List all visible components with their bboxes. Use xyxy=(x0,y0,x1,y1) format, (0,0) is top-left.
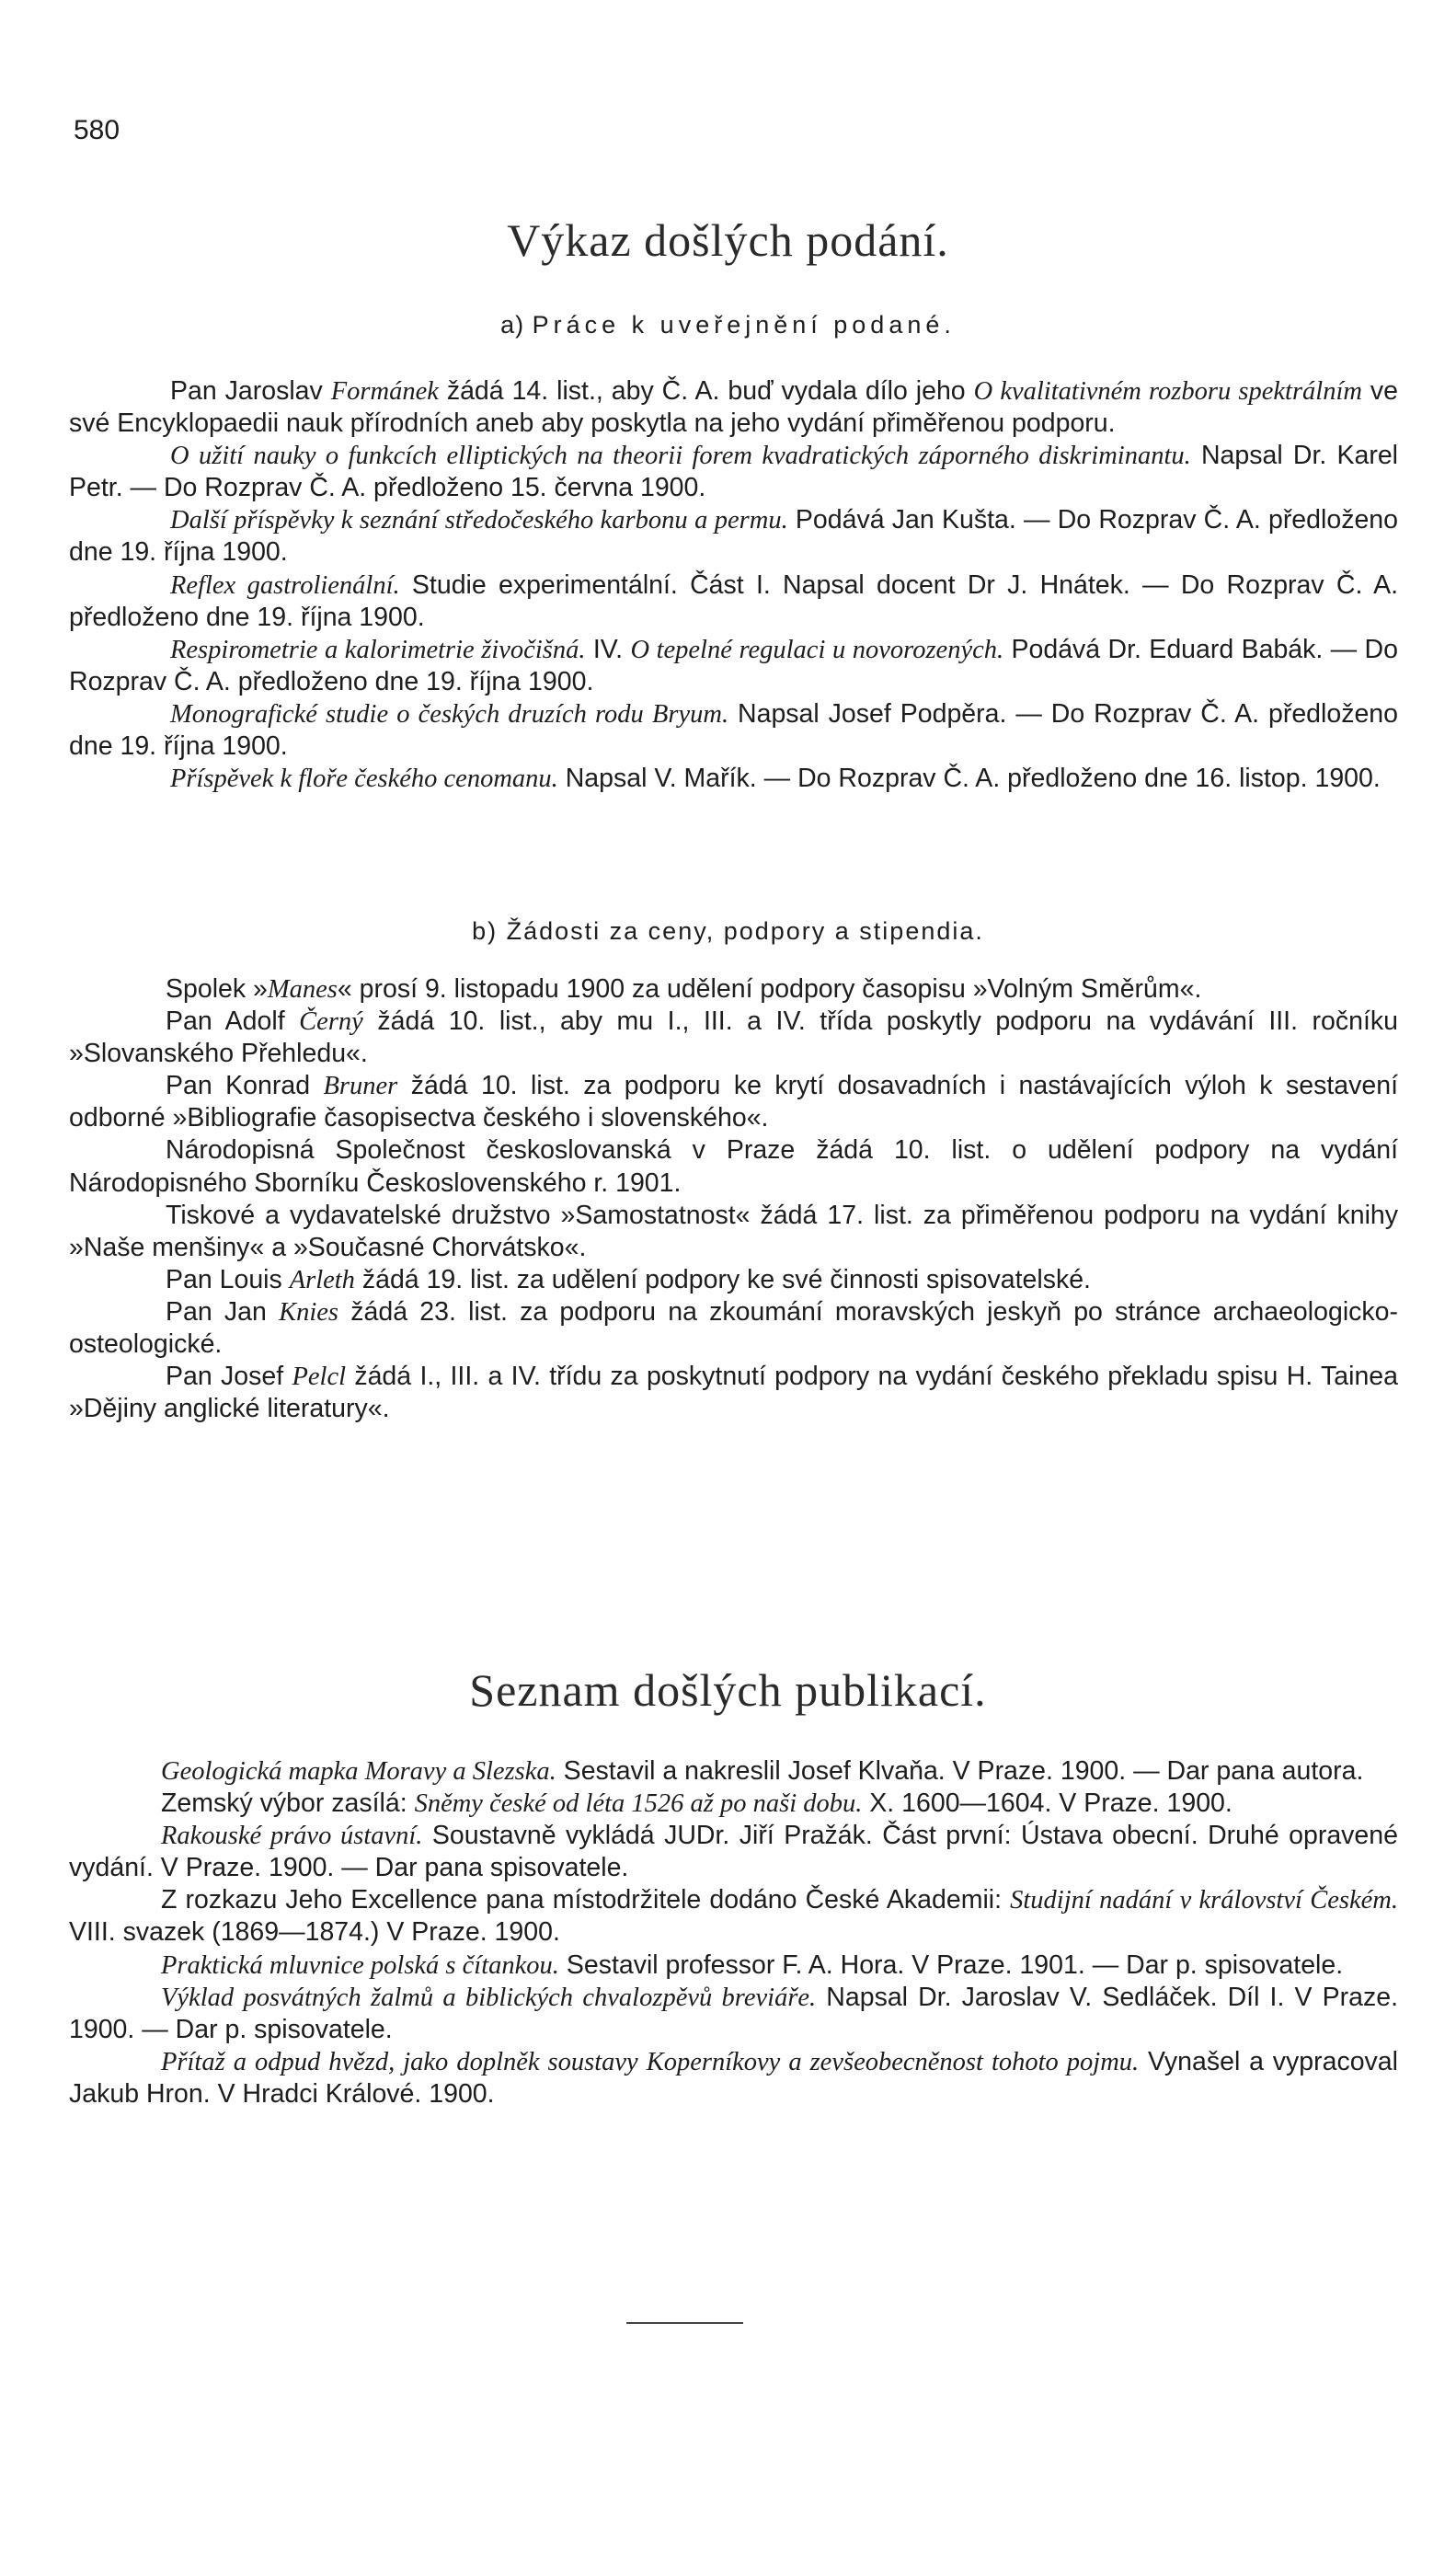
entry-text: Zemský výbor zasílá: xyxy=(161,1788,415,1819)
italic-title-text: Přítaž a odpud hvězd, jako doplněk soustavy Koperníkovy a zevšeobecněnost tohoto pojmu. xyxy=(161,2047,1140,2076)
list-item xyxy=(69,763,1398,795)
requests-list xyxy=(69,973,1398,1425)
subheading-letter: a) xyxy=(500,311,525,339)
italic-title-text: Formánek xyxy=(330,377,439,406)
list-item xyxy=(69,440,1398,504)
entry-text: Sestavil professor F. A. Hora. V Praze. 1901. — Dar p. spisovatele. xyxy=(558,1949,1344,1980)
entry-text: Sestavil a nakreslil Josef Klvaňa. V Praze. 1900. — Dar pana autora. xyxy=(556,1756,1364,1786)
list-item xyxy=(69,504,1398,569)
entry-text: Pan Louis xyxy=(166,1264,290,1294)
italic-title-text: Knies xyxy=(279,1297,339,1327)
italic-title-text: O užití nauky o funkcích elliptických na theorii forem kvadratických záporného diskriminantu. xyxy=(170,442,1191,471)
entry-text: « prosí 9. listopadu 1900 za udělení podpory časopisu »Volným Směrům«. xyxy=(337,974,1202,1004)
entry-text: X. 1600—1604. V Praze. 1900. xyxy=(862,1788,1232,1819)
closing-rule xyxy=(626,2322,743,2324)
subheading-prize-requests xyxy=(0,917,1456,946)
italic-title-text: Sněmy české od léta 1526 až po naši dobu. xyxy=(414,1789,863,1819)
section-title-submissions: Výkaz došlých podání. xyxy=(507,214,949,266)
list-item xyxy=(69,1296,1398,1361)
italic-title-text: Pelcl xyxy=(292,1363,347,1392)
italic-title-text: Bruner xyxy=(323,1072,398,1101)
list-item xyxy=(69,569,1398,634)
italic-title-text: Arleth xyxy=(289,1265,355,1294)
entry-text: Pan Adolf xyxy=(166,1006,300,1037)
entry-text: Z rozkazu Jeho Excellence pana místodržitele dodáno České Akademii: xyxy=(161,1885,1011,1915)
italic-title-text: O tepelné regulaci u novorozených. xyxy=(630,635,1004,664)
entry-text: VIII. svazek (1869—1874.) V Praze. 1900. xyxy=(69,1917,560,1948)
entry-text: Napsal Dr. Jaroslav V. Sedláček. Díl I. V Praze. 1900. — Dar p. spisovatele. xyxy=(69,1982,1398,2044)
italic-title-text: Příspěvek k floře českého cenomanu. xyxy=(170,765,558,794)
page-number: 580 xyxy=(74,115,120,145)
entry-text: Podává Jan Kušta. — Do Rozprav Č. A. předloženo dne 19. října 1900. xyxy=(69,505,1398,568)
italic-title-text: Manes xyxy=(267,975,338,1004)
list-item xyxy=(69,375,1398,440)
list-item xyxy=(69,2046,1398,2110)
entry-text: Pan Konrad xyxy=(166,1071,324,1101)
list-item xyxy=(69,1200,1398,1264)
entry-text: Pan Jaroslav xyxy=(170,376,331,406)
subheading-text: Žádosti za ceny, podpory a stipendia. xyxy=(506,917,984,945)
list-item xyxy=(69,1788,1398,1820)
entry-text: Spolek » xyxy=(166,974,268,1004)
entry-text: Napsal V. Mařík. — Do Rozprav Č. A. předloženo dne 16. listop. 1900. xyxy=(557,764,1381,794)
section-title-publications: Seznam došlých publikací. xyxy=(469,1664,987,1716)
entry-text: žádá I., III. a IV. třídu za poskytnutí podpory na vydání českého překladu spisu H. Tainea »Dějiny anglické literatury«. xyxy=(69,1362,1398,1424)
entry-text: IV. xyxy=(585,634,631,664)
subheading-papers-for-publication xyxy=(0,311,1456,339)
entry-text: Studie experimentální. Část I. Napsal docent Dr J. Hnátek. — Do Rozprav Č. A. předloženo dne 19. října 1900. xyxy=(69,569,1399,632)
subheading-letter: b) xyxy=(472,917,499,945)
list-item xyxy=(69,1006,1398,1070)
list-item xyxy=(69,1755,1398,1788)
list-item xyxy=(69,698,1398,763)
italic-title-text: Geologická mapka Moravy a Slezska. xyxy=(161,1757,556,1786)
italic-title-text: Výklad posvátných žalmů a biblických chvalozpěvů breviáře. xyxy=(161,1983,817,2012)
list-item xyxy=(69,1884,1398,1949)
entry-text: žádá 19. list. za udělení podpory ke své činnosti spisovatelské. xyxy=(354,1264,1091,1294)
list-item xyxy=(69,973,1398,1006)
entry-text: žádá 10. list. za podporu ke krytí dosavadních i nastávajících výloh k sestavení odborné »Bibliografie časopisectva českého i slovenského«. xyxy=(69,1071,1398,1133)
italic-title-text: O kvalitativném rozboru spektrálním xyxy=(973,377,1362,406)
italic-title-text: Černý xyxy=(299,1007,363,1037)
list-item xyxy=(69,1070,1398,1134)
publications-list xyxy=(69,1755,1398,2110)
italic-title-text: Rakouské právo ústavní. xyxy=(161,1822,423,1851)
entry-text: Soustavně vykládá JUDr. Jiří Pražák. Část první: Ústava obecní. Druhé opravené vydání. V Praze. 1900. — Dar pana spisovatele. xyxy=(69,1821,1398,1883)
list-item xyxy=(69,1820,1398,1884)
submissions-list xyxy=(69,375,1398,795)
entry-text: Napsal Dr. Karel Petr. — Do Rozprav Č. A. předloženo 15. června 1900. xyxy=(69,441,1398,503)
italic-title-text: Respirometrie a kalorimetrie živočišná. xyxy=(170,635,586,664)
list-item xyxy=(69,1361,1398,1425)
italic-title-text: Další příspěvky k seznání středočeského karbonu a permu. xyxy=(170,506,788,535)
entry-text: Tiskové a vydavatelské družstvo »Samostatnost« žádá 17. list. za přiměřenou podporu na vydání knihy »Naše menšiny« a »Současné Chorvátsko«. xyxy=(69,1200,1398,1262)
list-item xyxy=(69,1264,1398,1296)
list-item xyxy=(69,1982,1398,2046)
subheading-text: Práce k uveřejnění podané. xyxy=(532,311,956,339)
entry-text: ve své Encyklopaedii nauk přírodních aneb aby poskytla na jeho vydání přiměřenou podporu. xyxy=(69,376,1398,439)
entry-text: Podává Dr. Eduard Babák. — Do Rozprav Č. A. předloženo dne 19. října 1900. xyxy=(69,634,1398,696)
entry-text: žádá 10. list., aby mu I., III. a IV. třída poskytly podporu na vydávání III. ročníku »Slovanského Přehledu«. xyxy=(69,1006,1398,1069)
italic-title-text: Monografické studie o českých druzích rodu Bryum. xyxy=(170,699,729,729)
entry-text: Napsal Josef Podpěra. — Do Rozprav Č. A. předloženo dne 19. října 1900. xyxy=(69,698,1398,762)
entry-text: žádá 23. list. za podporu na zkoumání moravských jeskyň po stránce archaeologicko-osteologické. xyxy=(69,1296,1398,1360)
italic-title-text: Reflex gastrolienální. xyxy=(170,570,400,600)
entry-text: Národopisná Společnost českoslovanská v Praze žádá 10. list. o udělení podpory na vydání Národopisného Sborníku Československého r. 1901. xyxy=(69,1135,1398,1198)
entry-text: Vynašel a vypracoval Jakub Hron. V Hradci Králové. 1900. xyxy=(69,2046,1398,2109)
italic-title-text: Praktická mluvnice polská s čítankou. xyxy=(161,1950,559,1980)
list-item xyxy=(69,1949,1398,1982)
entry-text: Pan Jan xyxy=(166,1296,280,1327)
italic-title-text: Studijní nadání v království Českém. xyxy=(1010,1886,1398,1915)
list-item xyxy=(69,1134,1398,1199)
list-item xyxy=(69,634,1398,698)
entry-text: žádá 14. list., aby Č. A. buď vydala dílo jeho xyxy=(438,376,974,406)
entry-text: Pan Josef xyxy=(166,1362,292,1392)
